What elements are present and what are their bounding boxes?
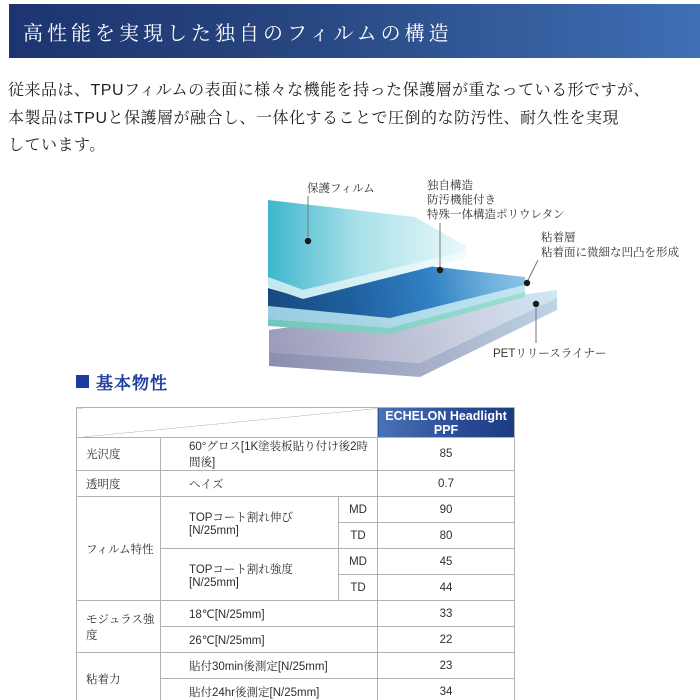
- test-cell: 18℃[N/25mm]: [161, 601, 378, 627]
- test-cell: 貼付30min後測定[N/25mm]: [161, 653, 378, 679]
- product-header-cell: ECHELON Headlight PPF: [378, 408, 515, 438]
- value-cell: 33: [378, 601, 515, 627]
- section-title: 基本物性: [96, 374, 168, 393]
- intro-paragraph: [8, 77, 698, 160]
- value-cell: 22: [378, 627, 515, 653]
- value-cell: 23: [378, 653, 515, 679]
- category-cell: モジュラス強度: [77, 601, 161, 653]
- value-cell: 0.7: [378, 471, 515, 497]
- label-unique-structure-2: 防汚機能付き: [427, 194, 496, 207]
- category-cell: フィルム特性: [77, 497, 161, 601]
- label-unique-structure-1: 独自構造: [427, 180, 473, 192]
- test-cell: TOPコート割れ伸び[N/25mm]: [161, 497, 339, 549]
- section-heading: [76, 369, 168, 394]
- test-cell: 貼付24hr後測定[N/25mm]: [161, 679, 378, 700]
- direction-cell: MD: [339, 497, 378, 523]
- direction-cell: TD: [339, 575, 378, 601]
- category-cell: 透明度: [77, 471, 161, 497]
- category-cell: 粘着力: [77, 653, 161, 700]
- label-pet-liner: PETリリースライナー: [493, 348, 607, 360]
- test-cell: ヘイズ: [161, 471, 378, 497]
- intro-line-1: 従来品は、TPUフィルムの表面に様々な機能を持った保護層が重なっている形ですが、: [8, 82, 651, 99]
- value-cell: 44: [378, 575, 515, 601]
- label-adhesive-1: 粘着層: [541, 232, 576, 244]
- table-header-row: [77, 408, 515, 438]
- direction-cell: TD: [339, 523, 378, 549]
- intro-line-2: 本製品はTPUと保護層が融合し、一体化することで圧倒的な防汚性、耐久性を実現: [8, 109, 620, 127]
- table-row-elongation-md: [77, 497, 515, 523]
- test-cell: TOPコート割れ強度 [N/25mm]: [161, 549, 339, 601]
- value-cell: 90: [378, 497, 515, 523]
- table-row-modulus-18: [77, 601, 515, 627]
- label-dot-unique-structure: [437, 267, 443, 273]
- table-row-gloss: [77, 438, 515, 471]
- header-band: [9, 4, 700, 58]
- intro-line-3: しています。: [8, 137, 106, 154]
- label-protective-film: 保護フィルム: [307, 183, 375, 195]
- diagonal-header-cell: [77, 408, 378, 438]
- table-row-adhesion-30min: [77, 653, 515, 679]
- table-row-haze: [77, 471, 515, 497]
- label-adhesive-2: 粘着面に微細な凹凸を形成: [541, 247, 679, 259]
- spec-table: [76, 407, 515, 700]
- direction-cell: MD: [339, 549, 378, 575]
- category-cell: 光沢度: [77, 438, 161, 471]
- leader-line-adhesive: [528, 260, 538, 280]
- page-title: 高性能を実現した独自のフィルムの構造: [23, 22, 453, 45]
- label-dot-protective-film: [305, 238, 311, 244]
- test-cell: 60°グロス[1K塗装板貼り付け後2時間後]: [161, 438, 378, 471]
- value-cell: 85: [378, 438, 515, 471]
- label-dot-pet-liner: [533, 301, 539, 307]
- section-square-icon: [76, 375, 89, 388]
- value-cell: 45: [378, 549, 515, 575]
- film-structure-diagram: [230, 163, 700, 378]
- value-cell: 80: [378, 523, 515, 549]
- label-dot-adhesive: [524, 280, 530, 286]
- value-cell: 34: [378, 679, 515, 700]
- label-unique-structure-3: 特殊一体構造ポリウレタン: [427, 209, 565, 221]
- test-cell: 26℃[N/25mm]: [161, 627, 378, 653]
